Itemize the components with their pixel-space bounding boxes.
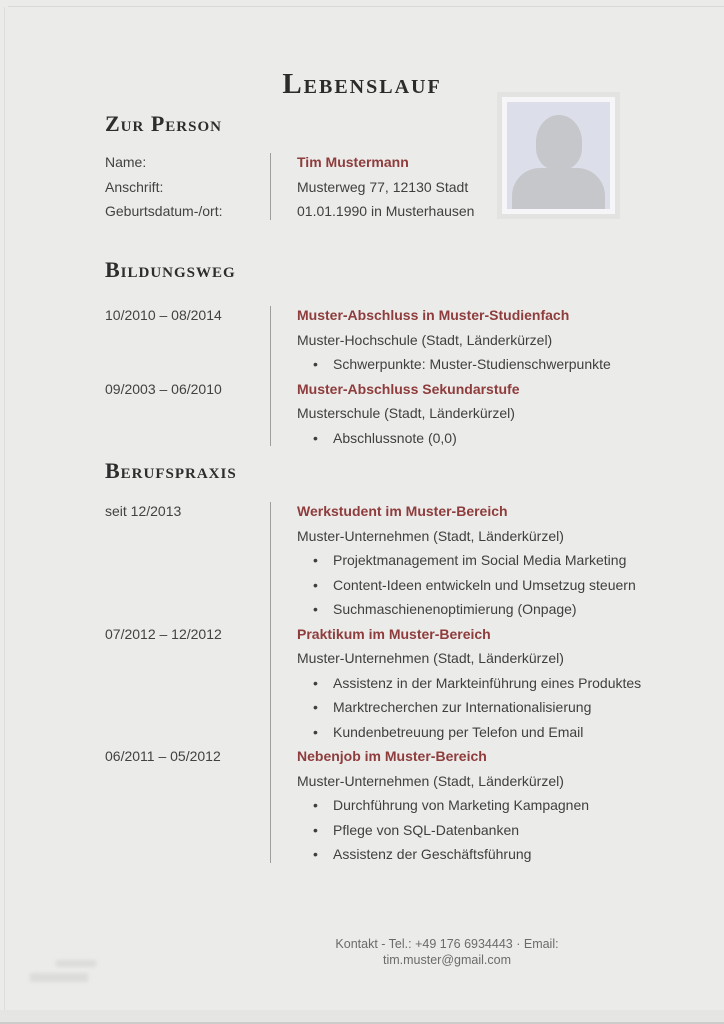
bullet-item: • Content-Ideen entwickeln und Umsetzug steuern <box>297 573 680 598</box>
cv-entry <box>105 499 680 622</box>
entry-period: 07/2012 – 12/2012 <box>105 625 222 642</box>
bullet-item: • Abschlussnote (0,0) <box>297 426 680 451</box>
entry-period: 06/2011 – 05/2012 <box>105 748 221 764</box>
entry-subtitle: Muster-Hochschule (Stadt, Länderkürzel) <box>297 331 553 348</box>
person-row-label: Anschrift: <box>105 178 164 195</box>
cv-entry <box>105 377 680 451</box>
entry-body <box>270 377 680 451</box>
entry-subtitle: Muster-Unternehmen (Stadt, Länderkürzel) <box>297 772 564 789</box>
section-education <box>105 258 680 450</box>
person-row-label: Geburtsdatum-/ort: <box>105 203 223 219</box>
bullet-item: • Assistenz in der Markteinführung eines Produktes <box>297 671 680 696</box>
entry-period: seit 12/2013 <box>105 503 182 519</box>
page-edge-bottom-band <box>0 1010 724 1024</box>
page-edge-top <box>8 6 724 7</box>
person-address-value: Musterweg 77, 12130 Stadt <box>297 178 469 195</box>
entry-title: Praktikum im Muster-Bereich <box>297 625 491 642</box>
bullet-list <box>297 352 680 377</box>
entry-period: 10/2010 – 08/2014 <box>105 307 222 323</box>
cv-entry <box>105 622 680 745</box>
section-heading-experience: Berufspraxis <box>105 458 237 483</box>
entry-body <box>270 499 680 622</box>
bullet-item: • Durchführung von Marketing Kampagnen <box>297 793 680 818</box>
person-row <box>105 175 680 200</box>
bullet-item: • Assistenz der Geschäftsführung <box>297 842 680 867</box>
bullet-item: • Kundenbetreuung per Telefon und Email <box>297 720 680 745</box>
bullet-item: • Marktrecherchen zur Internationalisierung <box>297 695 680 720</box>
bullet-item: • Pflege von SQL-Datenbanken <box>297 818 680 843</box>
watermark-smudge <box>30 973 88 982</box>
bullet-item: • Projektmanagement im Social Media Marketing <box>297 548 680 573</box>
watermark-smudge <box>56 960 96 967</box>
entry-title: Werkstudent im Muster-Bereich <box>297 503 508 519</box>
entry-title: Muster-Abschluss in Muster-Studienfach <box>297 307 570 323</box>
entry-body <box>270 744 680 867</box>
person-rows <box>105 150 680 224</box>
bullet-list <box>297 671 680 745</box>
person-birth-value: 01.01.1990 in Musterhausen <box>297 203 475 219</box>
section-experience <box>105 459 680 867</box>
cv-entry <box>105 303 680 377</box>
entry-body <box>270 303 680 377</box>
person-row <box>105 199 680 224</box>
bullet-list <box>297 548 680 622</box>
section-heading-education: Bildungsweg <box>105 257 236 282</box>
experience-entry-list <box>105 499 680 867</box>
section-heading-person: Zur Person <box>105 111 222 136</box>
entry-subtitle: Muster-Unternehmen (Stadt, Länderkürzel) <box>297 650 564 666</box>
contact-footer: Kontakt - Tel.: +49 176 6934443 · Email: tim.muster@gmail.com <box>335 937 559 967</box>
entry-title: Muster-Abschluss Sekundarstufe <box>297 380 520 397</box>
cv-entry <box>105 744 680 867</box>
entry-title: Nebenjob im Muster-Bereich <box>297 748 487 764</box>
section-person <box>105 112 680 224</box>
bullet-list <box>297 793 680 867</box>
bullet-item: • Suchmaschienenoptimierung (Onpage) <box>297 597 680 622</box>
person-name-value: Tim Mustermann <box>297 154 409 170</box>
bullet-list <box>297 426 680 451</box>
entry-body <box>270 622 680 745</box>
entry-subtitle: Muster-Unternehmen (Stadt, Länderkürzel) <box>297 527 564 544</box>
person-row <box>105 150 680 175</box>
bullet-item: • Schwerpunkte: Muster-Studienschwerpunkte <box>297 352 680 377</box>
person-row-label: Name: <box>105 154 147 170</box>
page-edge-left <box>4 7 5 1010</box>
entry-subtitle: Musterschule (Stadt, Länderkürzel) <box>297 405 515 421</box>
entry-period: 09/2003 – 06/2010 <box>105 380 222 397</box>
education-entry-list <box>105 303 680 450</box>
page-title: Lebenslauf <box>282 68 442 100</box>
